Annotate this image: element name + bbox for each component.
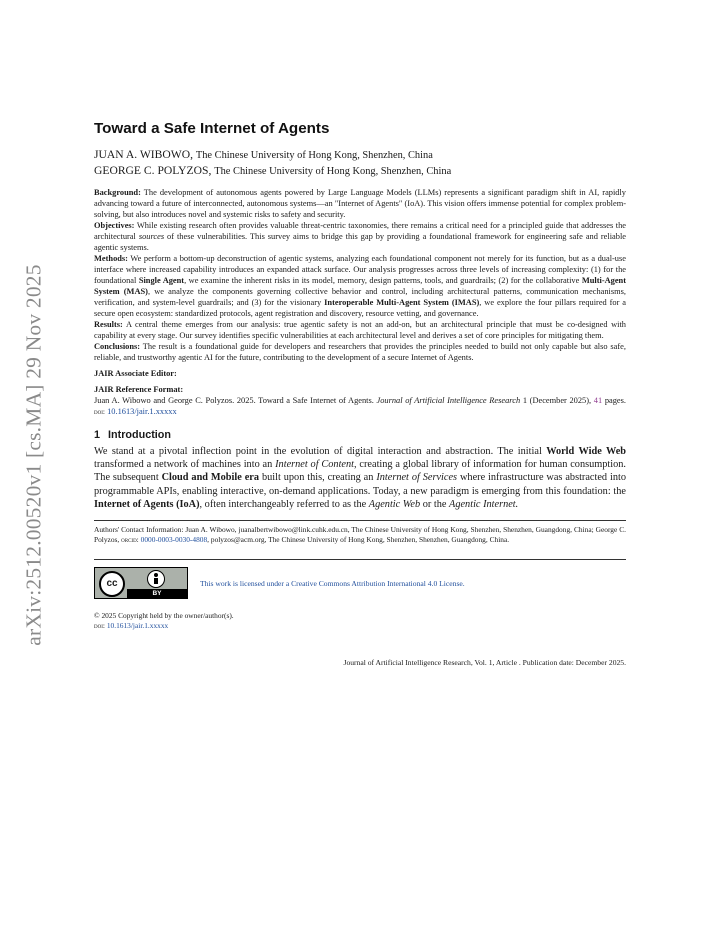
section-heading-introduction	[94, 429, 626, 441]
doi-label: doi:	[94, 407, 105, 416]
abstract-conclusions	[94, 341, 626, 363]
abstract	[94, 187, 626, 363]
arxiv-identifier-text: arXiv:2512.00520v1 [cs.MA] 29 Nov 2025	[21, 264, 46, 646]
results-text: A central theme emerges from our analysis: true agentic safety is not an add-on, but an architectural principle that must be co-designed with capability at every stage. Our survey identifies specific vulnerabilities at each architectural level and derives a set of core principles for mitigating them.	[94, 320, 626, 340]
author-affiliation: The Chinese University of Hong Kong, Shenzhen, China	[195, 150, 433, 161]
cc-by-badge-icon[interactable]	[94, 567, 188, 599]
methods-emphasis: Multi-Agent System (MAS)	[94, 276, 627, 296]
paper-page	[94, 120, 626, 667]
intro-text: or the	[422, 498, 447, 510]
objectives-label: Objectives:	[94, 221, 135, 230]
intro-italic: Agentic Internet.	[449, 498, 519, 510]
conclusions-label: Conclusions:	[94, 342, 141, 351]
intro-bold: Cloud and Mobile era	[161, 472, 260, 484]
copyright-doi	[94, 621, 626, 631]
orcid-label: orcid:	[121, 535, 139, 545]
intro-italic: Agentic Web	[368, 498, 421, 510]
reference-text: Juan A. Wibowo and George C. Polyzos. 2025. Toward a Safe Internet of Agents.	[94, 396, 374, 405]
jair-editor-label: JAIR Associate Editor:	[94, 369, 177, 378]
methods-text: , we analyze the components governing collective behavior and control, including architectural patterns, communication mechanisms, verification, and system-level guardrails; and (3) for the visionary	[94, 287, 627, 307]
section-number: 1	[94, 429, 101, 441]
reference-pages-link[interactable]: 41	[593, 396, 603, 405]
objectives-text: of these vulnerabilities. This survey aims to bridge this gap by providing a foundational framework for engineering safe and reliable agentic systems.	[94, 232, 626, 252]
author-entry	[94, 147, 626, 163]
reference-journal: Journal of Artificial Intelligence Research	[376, 396, 521, 405]
intro-bold: Internet of Agents (IoA)	[94, 498, 200, 510]
conclusions-text: The result is a foundational guide for developers and researchers that provides the principles needed to build not only capable but also safe, reliable, and trustworthy agentic AI for the future, contributing to the development of a secure Internet of Agents.	[94, 342, 626, 362]
attribution-person-icon	[147, 570, 165, 588]
abstract-objectives	[94, 220, 626, 253]
background-label: Background:	[94, 188, 141, 197]
abstract-methods	[94, 253, 626, 319]
copyright-block	[94, 611, 626, 631]
jair-format-label: JAIR Reference Format:	[94, 385, 184, 394]
methods-text: , we explore the four pillars required for a secure open ecosystem: standardized protocols, agent registration and discovery, resource vetting, and governance.	[94, 298, 627, 318]
jair-metadata	[94, 368, 626, 417]
intro-text: built upon this, creating an	[261, 472, 374, 484]
intro-text: where infrastructure was abstracted into programmable APIs, enabling interactive, on-demand applications. Today, a new paradigm is emerging from this foundation: the	[94, 472, 627, 497]
intro-text: transformed a network of machines into an	[94, 459, 273, 471]
author-name: JUAN A. WIBOWO,	[94, 148, 193, 161]
objectives-emphasis: sources	[138, 232, 165, 241]
doi-link[interactable]: 10.1613/jair.1.xxxxx	[106, 621, 169, 631]
footnote-divider	[94, 520, 626, 521]
author-contact-footnote	[94, 525, 626, 545]
results-label: Results:	[94, 320, 123, 329]
intro-text: , creating a global library of information for human consumption. The subsequent	[94, 459, 627, 484]
footnote-text: Authors' Contact Information: Juan A. Wibowo, juanalbertwibowo@link.cuhk.edu.cn, The Chinese University of Hong Kong, Shenzhen, Shenzhen, Guangdong, China; George C. Polyzos,	[94, 525, 626, 545]
author-name: GEORGE C. POLYZOS,	[94, 164, 212, 177]
methods-emphasis: Interoperable Multi-Agent System (IMAS)	[324, 298, 480, 307]
reference-text: 1 (December 2025),	[522, 396, 592, 405]
intro-italic: Internet of Services	[376, 472, 458, 484]
methods-text: We perform a bottom-up deconstruction of agentic systems, analyzing each foundational component not merely for its function, but as a dual-use interface where increased capability introduces an expanded attack surface. Our analysis progresses across three levels of increasing complexity: (1) for the foundational	[94, 254, 626, 285]
background-text: The development of autonomous agents powered by Large Language Models (LLMs) represents a significant paradigm shift in AI, rapidly advancing toward a future of interconnected, autonomous systems—an "Internet of Agents" (IoA). This vision offers immense potential for complex problem-solving, but also introduces novel and systemic risks to safety and security.	[94, 188, 626, 219]
doi-label: doi:	[94, 621, 105, 631]
paper-title: Toward a Safe Internet of Agents	[94, 120, 330, 137]
abstract-background	[94, 187, 626, 220]
intro-text: We stand at a pivotal inflection point in the evolution of digital interaction and abstraction. The initial	[94, 446, 542, 457]
jair-reference	[94, 395, 626, 417]
page-footer: Journal of Artificial Intelligence Research, Vol. 1, Article . Publication date: December 2025.	[343, 658, 626, 668]
by-label: BY	[127, 589, 187, 598]
reference-text: pages.	[604, 396, 626, 405]
authors-list	[94, 147, 626, 179]
intro-bold: World Wide Web	[546, 446, 627, 457]
author-entry	[94, 163, 626, 179]
arxiv-identifier	[16, 255, 52, 655]
footnote-text: , polyzos@acm.org, The Chinese University of Hong Kong, Shenzhen, Shenzhen, Guangdong, China.	[207, 535, 510, 545]
section-title: Introduction	[108, 429, 171, 441]
objectives-text: While existing research often provides valuable threat-centric taxonomies, there remains a critical need for a principled guide that addresses the architectural	[94, 221, 626, 241]
doi-link[interactable]: 10.1613/jair.1.xxxxx	[107, 407, 177, 416]
abstract-results	[94, 319, 626, 341]
cc-logo-icon: cc	[99, 571, 125, 597]
orcid-link[interactable]: 0000-0003-0030-4808	[140, 535, 208, 545]
intro-text: , often interchangeably referred to as the	[199, 498, 367, 510]
license-link[interactable]: This work is licensed under a Creative Commons Attribution International 4.0 License.	[200, 578, 465, 588]
methods-emphasis: Single Agent	[138, 276, 185, 285]
introduction-paragraph	[94, 445, 626, 511]
intro-italic: Internet of Content	[275, 459, 355, 471]
methods-label: Methods:	[94, 254, 128, 263]
methods-text: , we examine the inherent risks in its model, memory, design patterns, tools, and guardrails; (2) for the collaborative	[184, 276, 580, 285]
license-row	[94, 559, 626, 599]
author-affiliation: The Chinese University of Hong Kong, Shenzhen, China	[214, 166, 452, 177]
copyright-notice: © 2025 Copyright held by the owner/author(s).	[94, 611, 234, 621]
